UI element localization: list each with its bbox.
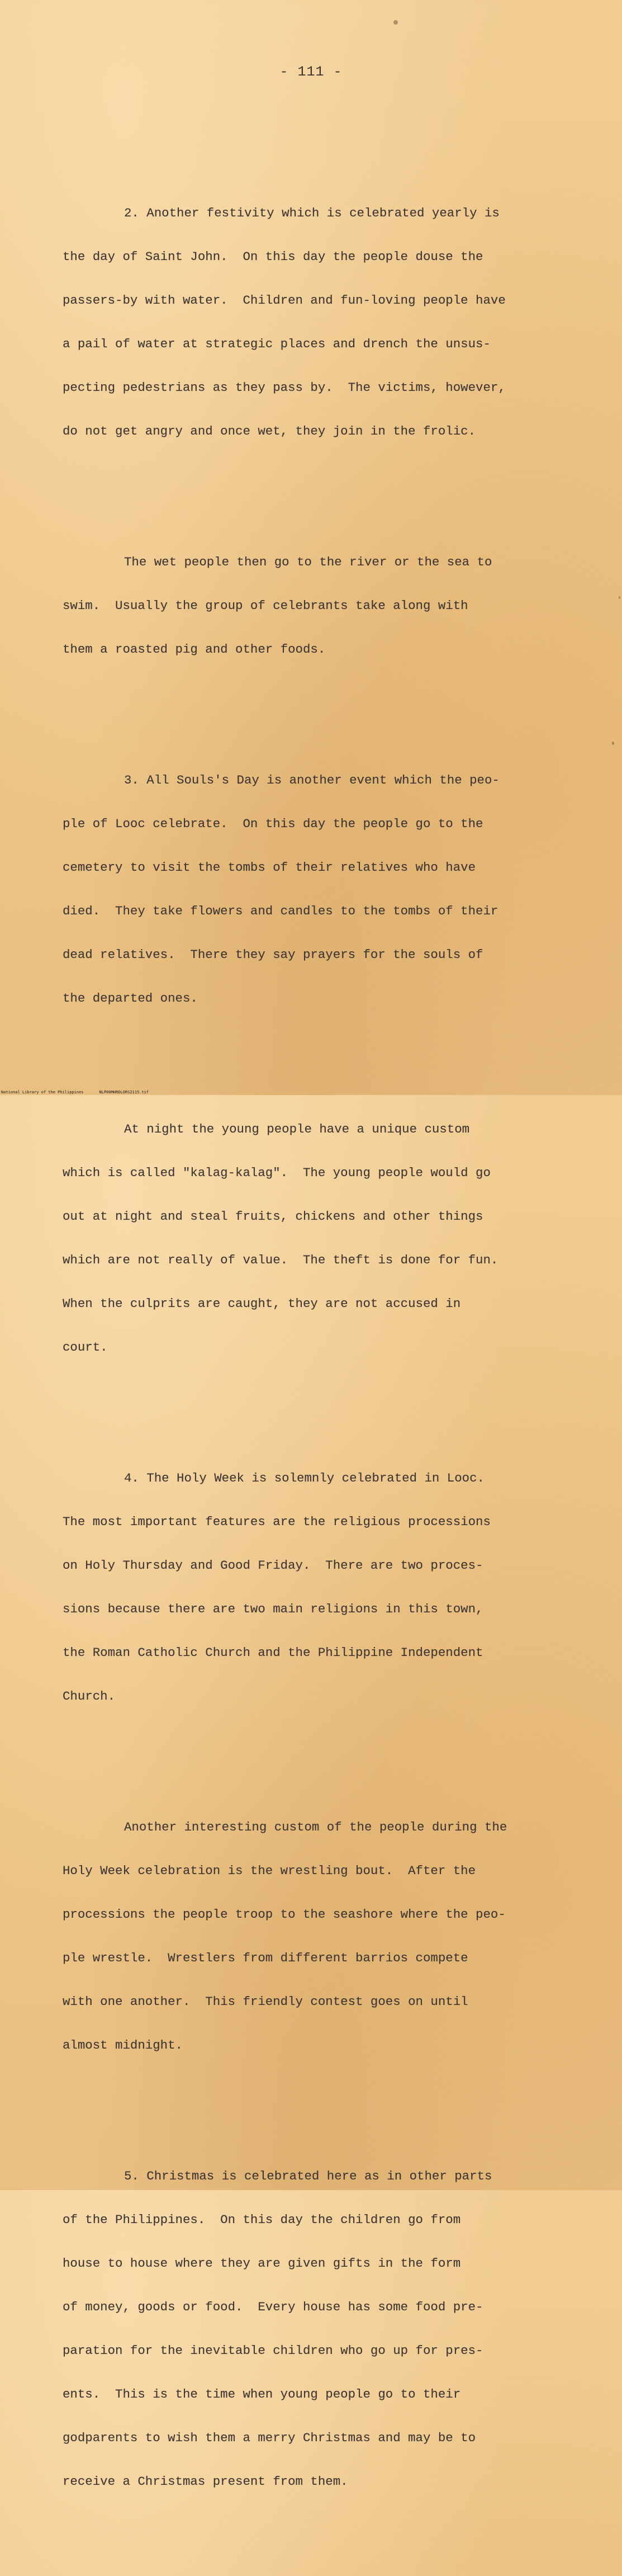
text-line: out at night and steal fruits, chickens and other things [63, 1209, 483, 1224]
text-line: the departed ones. [63, 991, 198, 1006]
document-body [63, 133, 566, 2576]
text-line: Holy Week celebration is the wrestling bout. After the [63, 1863, 476, 1878]
text-line: godparents to wish them a merry Christmas and may be to [63, 2431, 476, 2445]
paragraph-all-souls [63, 744, 566, 1035]
text-line: do not get angry and once wet, they join in the frolic. [63, 424, 476, 438]
text-line: cemetery to visit the tombs of their relatives who have [63, 860, 476, 875]
paragraph-christmas [63, 2140, 566, 2518]
text-line: them a roasted pig and other foods. [63, 642, 326, 657]
text-line: of money, goods or food. Every house has some food pre- [63, 2300, 483, 2314]
paper-speck [619, 596, 620, 599]
paragraph-saint-john [63, 177, 566, 468]
text-line: swim. Usually the group of celebrants take along with [63, 598, 468, 613]
text-line: on Holy Thursday and Good Friday. There are two proces- [63, 1558, 483, 1573]
text-line: receive a Christmas present from them. [63, 2474, 348, 2489]
text-line: almost midnight. [63, 2038, 183, 2053]
text-line: ple of Looc celebrate. On this day the people go to the [63, 817, 483, 831]
text-line: of the Philippines. On this day the children go from [63, 2212, 461, 2227]
paragraph-wet-people [63, 526, 566, 686]
text-line: which are not really of value. The theft is done for fun. [63, 1253, 498, 1267]
text-line: passers-by with water. Children and fun-loving people have [63, 293, 506, 308]
text-line: house to house where they are given gifts in the form [63, 2256, 461, 2271]
paper-speck [612, 742, 614, 745]
text-line: When the culprits are caught, they are not accused in [63, 1296, 461, 1311]
text-line: 2. Another festivity which is celebrated yearly is [124, 206, 500, 220]
paragraph-wrestling [63, 1791, 566, 2082]
text-line: court. [63, 1340, 108, 1355]
text-line: with one another. This friendly contest goes on until [63, 1994, 468, 2009]
text-line: the day of Saint John. On this day the people douse the [63, 249, 483, 264]
text-line: The most important features are the religious processions [63, 1515, 491, 1529]
text-line: paration for the inevitable children who go up for pres- [63, 2343, 483, 2358]
scan-footer [1, 1090, 164, 1094]
text-line: ents. This is the time when young people go to their [63, 2387, 461, 2402]
text-line: the Roman Catholic Church and the Philippine Independent [63, 1645, 483, 1660]
text-line: dead relatives. There they say prayers for the souls of [63, 947, 483, 962]
text-line: sions because there are two main religions in this town, [63, 1602, 483, 1616]
text-line: pecting pedestrians as they pass by. The victims, however, [63, 380, 506, 395]
text-line: 3. All Souls's Day is another event which the peo- [124, 773, 500, 787]
paper-speck [393, 20, 398, 25]
paragraph-holy-week [63, 1442, 566, 1733]
text-line: The wet people then go to the river or the sea to [124, 555, 492, 569]
footer-institution: National Library of the Philippines [1, 1090, 84, 1094]
text-line: 5. Christmas is celebrated here as in other parts [124, 2169, 492, 2183]
paragraph-kalag-kalag [63, 1093, 566, 1384]
text-line: ple wrestle. Wrestlers from different barrios compete [63, 1951, 468, 1965]
page-number: - 111 - [279, 64, 343, 80]
text-line: Church. [63, 1689, 116, 1704]
footer-filename: NLP00MHRDLORS2115.tif [99, 1090, 149, 1094]
text-line: a pail of water at strategic places and drench the unsus- [63, 337, 491, 351]
text-line: At night the young people have a unique custom [124, 1122, 470, 1136]
text-line: which is called "kalag-kalag". The young people would go [63, 1166, 491, 1180]
text-line: 4. The Holy Week is solemnly celebrated in Looc. [124, 1471, 485, 1485]
text-line: processions the people troop to the seashore where the peo- [63, 1907, 506, 1922]
text-line: Another interesting custom of the people during the [124, 1820, 507, 1834]
text-line: died. They take flowers and candles to the tombs of their [63, 904, 498, 918]
